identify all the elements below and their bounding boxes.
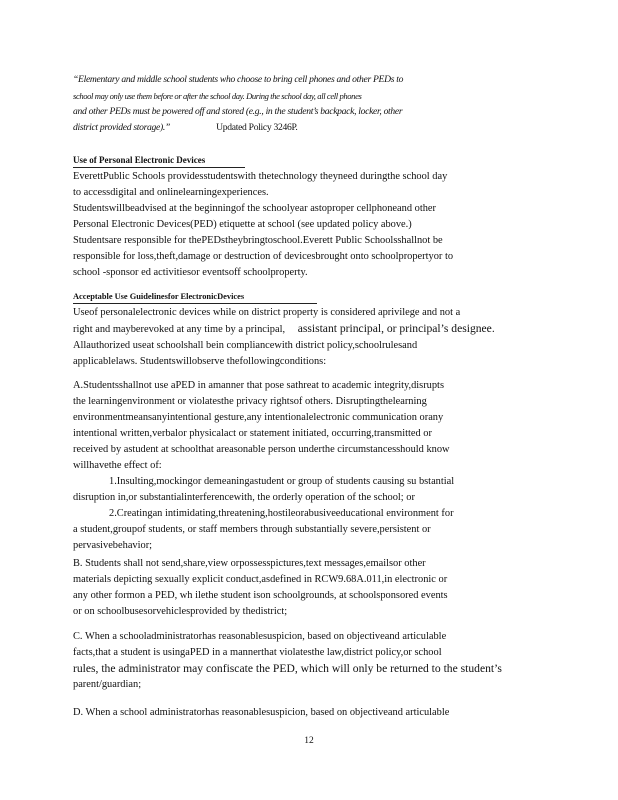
- body-line: EverettPublic Schools providesstudentswith thetechnology theyneed duringthe school day: [73, 171, 448, 182]
- body-line: right and mayberevoked at any time by a principal,: [73, 324, 286, 335]
- body-line: A.Studentsshallnot use aPED in amanner that pose sathreat to academic integrity,disrupts: [73, 380, 444, 391]
- body-line: intentional written,verbalor physicalact or statement initiated, occurring,transmitted or: [73, 428, 432, 439]
- body-line: environmentmeansanyintentional gesture,any intentionalelectronic communication orany: [73, 412, 444, 423]
- page-number: 12: [304, 736, 314, 746]
- list-item-1: 1.Insulting,mockingor demeaningastudent or group of students causing su bstantial: [109, 476, 455, 487]
- body-line: willhavethe effect of:: [73, 460, 162, 471]
- body-line: facts,that a student is usingaPED in a mannerthat violatesthe law,district policy,or school: [73, 647, 442, 658]
- body-line: rules, the administrator may confiscate the PED, which will only be returned to the student’s: [73, 662, 502, 675]
- section-heading-personal-devices: Use of Personal Electronic Devices: [73, 155, 206, 165]
- body-line: applicablelaws. Studentswillobserve thefollowingconditions:: [73, 356, 327, 367]
- policy-quote: [73, 72, 535, 136]
- section-heading-acceptable-use: Acceptable Use Guidelinesfor ElectronicDevices: [73, 292, 245, 301]
- body-line: a student,groupof students, or staff members through substantially severe,persistent or: [73, 524, 431, 535]
- quote-line: school may only use them before or after the school day. During the school day, all cell phones: [73, 91, 362, 101]
- body-line: Personal Electronic Devices(PED) etiquette at school (see updated policy above.): [73, 219, 412, 230]
- paragraph-b: [73, 556, 535, 620]
- body-line: D. When a school administratorhas reasonablesuspicion, based on objectiveand articulable: [73, 707, 450, 718]
- body-line: C. When a schooladministratorhas reasonablesuspicion, based on objectiveand articulable: [73, 631, 447, 642]
- paragraph-d: [73, 705, 535, 721]
- heading-underline: [73, 303, 317, 304]
- body-line: to accessdigital and onlinelearningexperiences.: [73, 187, 269, 198]
- list-item-2: 2.Creatingan intimidating,threatening,hostileorabusiveeducational environment for: [109, 508, 454, 519]
- body-line: Useof personalelectronic devices while on district property is considered aprivilege and not a: [73, 307, 461, 318]
- quote-line: and other PEDs must be powered off and stored (e.g., in the student’s backpack, locker, other: [73, 106, 403, 117]
- body-line: disruption in,or substantialinterferencewith, the orderly operation of the school; or: [73, 492, 415, 503]
- body-line: assistant principal, or principal’s designee.: [297, 322, 495, 335]
- policy-update-note: Updated Policy 3246P.: [216, 122, 298, 133]
- body-line: any other formon a PED, wh ilethe student ison schoolgrounds, at schoolsponsored events: [73, 590, 448, 601]
- quote-line: “Elementary and middle school students who choose to bring cell phones and other PEDs to: [73, 74, 404, 85]
- section-acceptable-use-body: [73, 305, 535, 370]
- paragraph-a: [73, 378, 535, 554]
- body-line: Studentsare responsible for thePEDstheybringtoschool.Everett Public Schoolsshallnot be: [73, 235, 443, 246]
- body-line: school -sponsor ed activitiesor eventsoff schoolproperty.: [73, 267, 308, 278]
- section-personal-devices-body: [73, 169, 535, 281]
- quote-line: district provided storage).”: [73, 122, 171, 133]
- body-line: materials depicting sexually explicit conduct,asdefined in RCW9.68A.011,in electronic or: [73, 574, 448, 585]
- body-line: pervasivebehavior;: [73, 540, 153, 551]
- body-line: received by astudent at schoolthat areasonable person underthe circumstancesshould know: [73, 444, 450, 455]
- body-line: Studentswillbeadvised at the beginningof the schoolyear astoproper cellphoneand other: [73, 203, 436, 214]
- body-line: Allauthorized useat schoolshall bein compliancewith district policy,schoolrulesand: [73, 340, 418, 351]
- body-line: the learningenvironment or violatesthe privacy rightsof others. Disruptingthelearning: [73, 396, 427, 407]
- paragraph-c: [73, 629, 535, 693]
- body-line: or on schoolbusesorvehiclesprovided by thedistrict;: [73, 606, 288, 617]
- heading-underline: [73, 167, 245, 168]
- body-line: parent/guardian;: [73, 679, 142, 690]
- body-line: responsible for loss,theft,damage or destruction of devicesbrought onto schoolpropertyor to: [73, 251, 454, 262]
- body-line: B. Students shall not send,share,view orpossesspictures,text messages,emailsor other: [73, 558, 426, 569]
